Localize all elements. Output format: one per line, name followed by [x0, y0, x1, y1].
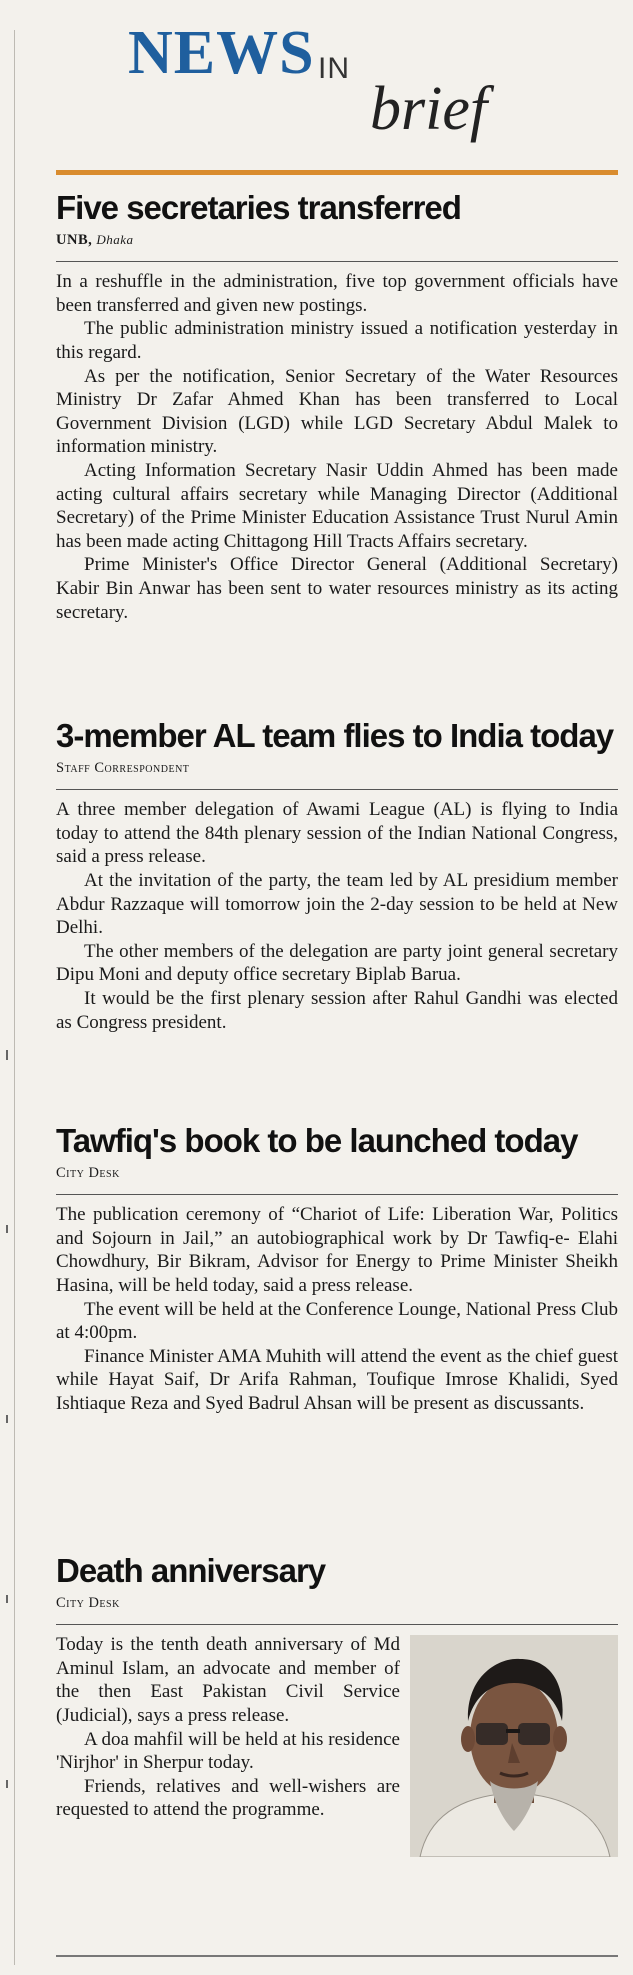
- portrait-photo: [410, 1635, 618, 1857]
- article-paragraph: Acting Information Secretary Nasir Uddin Ahmed has been made acting cultural affairs secretary while Managing Director (Additional Secretary) of the Prime Minister Education Assistance Trust Nurul Amin has been made acting Chittagong Hill Tracts Affairs secretary.: [56, 460, 618, 552]
- portrait-image: [410, 1635, 618, 1857]
- article-paragraph: Prime Minister's Office Director General (Additional Secretary) Kabir Bin Anwar has been sent to water resources ministry as its acting secretary.: [56, 554, 618, 623]
- article-paragraph: The public administration ministry issued a notification yesterday in this regard.: [56, 318, 618, 364]
- article-paragraph: A doa mahfil will be held at his residence 'Nirjhor' in Sherpur today.: [56, 1728, 400, 1774]
- article-paragraph: As per the notification, Senior Secretary of the Water Resources Ministry Dr Zafar Ahmed Khan has been transferred to Local Government Division (LGD) while LGD Secretary Abdul Malek to information ministry.: [56, 365, 618, 458]
- left-column-rule: [14, 30, 15, 1965]
- article-body: [56, 798, 618, 1034]
- article-byline: City Desk: [56, 1165, 120, 1182]
- article-paragraph: At the invitation of the party, the team led by AL presidium member Abdur Razzaque will tomorrow join the 2-day session to be held at New Delhi.: [56, 870, 618, 939]
- article-byline: City Desk: [56, 1595, 120, 1612]
- article-tawfiq-book: [56, 1123, 618, 1416]
- article-paragraph: The event will be held at the Conference Lounge, National Press Club at 4:00pm.: [56, 1298, 618, 1344]
- article-five-secretaries: [56, 190, 618, 624]
- article-byline: Staff Correspondent: [56, 760, 190, 777]
- article-paragraph: It would be the first plenary session after Rahul Gandhi was elected as Congress president.: [56, 988, 618, 1033]
- article-paragraph: A three member delegation of Awami League (AL) is flying to India today to attend the 84th plenary session of the Indian National Congress, said a press release.: [56, 799, 618, 868]
- article-divider: [56, 1624, 618, 1625]
- article-headline: Death anniversary: [56, 1552, 326, 1589]
- byline-agency: UNB,: [56, 232, 93, 249]
- article-divider: [56, 1194, 618, 1195]
- masthead: [0, 0, 633, 180]
- masthead-in: IN: [318, 52, 350, 85]
- article-paragraph: The other members of the delegation are party joint general secretary Dipu Moni and deputy office secretary Biplab Barua.: [56, 940, 618, 986]
- masthead-brief: brief: [370, 75, 488, 143]
- article-headline: 3-member AL team flies to India today: [56, 717, 614, 754]
- article-headline: Tawfiq's book to be launched today: [56, 1122, 578, 1159]
- article-paragraph: Today is the tenth death anniversary of Md Aminul Islam, an advocate and member of the then East Pakistan Civil Service (Judicial), says a press release.: [56, 1634, 400, 1727]
- byline-place: Dhaka: [96, 232, 134, 248]
- article-paragraph: Finance Minister AMA Muhith will attend the event as the chief guest while Hayat Saif, Dr Arifa Rahman, Toufique Imrose Khalidi, Syed Ishtiaque Reza and Syed Badrul Ahsan will be present as discussants.: [56, 1345, 618, 1415]
- article-headline: Five secretaries transferred: [56, 189, 461, 226]
- article-divider: [56, 789, 618, 790]
- article-body: [56, 1203, 618, 1415]
- article-byline: [56, 232, 618, 249]
- edge-marks: [4, 0, 12, 1975]
- article-body: [56, 1633, 618, 1822]
- article-paragraph: The publication ceremony of “Chariot of Life: Liberation War, Politics and Sojourn in Jail,” an autobiographical work by Dr Tawfiq-e- Elahi Chowdhury, Bir Bikram, Advisor for Energy to Prime Minister Sheikh Hasina, will be held today, said a press release.: [56, 1204, 618, 1297]
- masthead-accent-rule: [56, 170, 618, 175]
- article-body: [56, 270, 618, 624]
- article-death-anniversary: [56, 1553, 618, 1863]
- article-paragraph: In a reshuffle in the administration, five top government officials have been transferred and given new postings.: [56, 271, 618, 316]
- bottom-rule: [56, 1955, 618, 1957]
- article-paragraph: Friends, relatives and well-wishers are requested to attend the programme.: [56, 1775, 400, 1821]
- article-al-team: [56, 718, 618, 1034]
- masthead-news: NEWS: [128, 19, 315, 87]
- article-divider: [56, 261, 618, 262]
